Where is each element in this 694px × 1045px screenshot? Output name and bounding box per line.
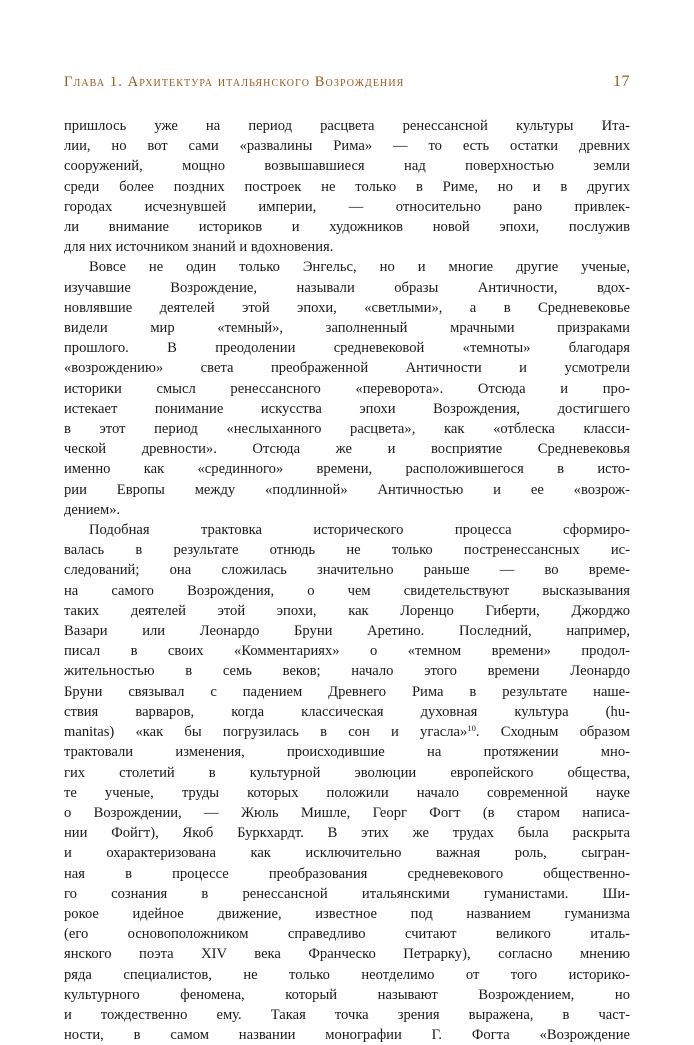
text-line: Подобная трактовка исторического процесса сформиро- bbox=[89, 522, 630, 539]
text-line: следований; она сложилась значительно раньше — во време- bbox=[64, 562, 630, 579]
body-text bbox=[64, 116, 630, 1045]
text-line: рии Европы между «подлинной» Античностью и ее «возрож- bbox=[64, 481, 630, 498]
text-line: янского поэта XIV века Франческо Петрарку), согласно мнению bbox=[64, 946, 630, 963]
text-line: гих столетий в культурной эволюции европейского общества, bbox=[64, 764, 630, 781]
text-line: в этот период «неслыханного расцвета», как «отблеска класси- bbox=[64, 421, 630, 438]
text-line: Бруни связывал с падением Древнего Рима в результате нашe- bbox=[64, 683, 630, 700]
text-line: валась в результате отнюдь не только постренессансных ис- bbox=[64, 542, 630, 559]
text-line: для них источником знаний и вдохновения. bbox=[64, 239, 334, 256]
text-line: дением». bbox=[64, 501, 121, 518]
text-line: ствия варваров, когда классическая духовная культура (hu- bbox=[64, 703, 630, 720]
text-line: видели мир «темный», заполненный мрачными призраками bbox=[64, 320, 630, 337]
text-line: изучавшие Возрождение, называли образы Античности, вдох- bbox=[64, 279, 630, 296]
text-line: (его основоположником справедливо считают великого италь- bbox=[64, 926, 630, 943]
paragraph-1 bbox=[64, 116, 630, 257]
text-line: нии Фойгт), Якоб Буркхардт. В этих же трудах была раскрыта bbox=[64, 825, 630, 842]
chapter-title: Глава 1. Архитектура итальянского Возрождения bbox=[64, 74, 405, 90]
paragraph-3 bbox=[64, 520, 630, 1045]
text-line: ческой древности». Отсюда же и восприятие Средневековья bbox=[64, 441, 630, 458]
text-line: истекает понимание искусства эпохи Возрождения, достигшего bbox=[64, 400, 630, 417]
text-line: сооружений, мощно возвышавшиеся над поверхностью земли bbox=[64, 158, 630, 175]
text-line: те ученые, труды которых положили начало современной науке bbox=[64, 784, 630, 801]
text-line: культурного феномена, который называют Возрождением, но bbox=[64, 986, 630, 1003]
text-line: ности, в самом названии монографии Г. Фогта «Возрождение bbox=[64, 1027, 630, 1044]
text-line-with-footnote bbox=[64, 722, 630, 742]
text-line: лии, но вот сами «развалины Рима» — то есть остатки древних bbox=[64, 138, 630, 155]
text-line: Вазари или Леонардо Бруни Аретино. Последний, например, bbox=[64, 623, 630, 640]
text-line: и охарактеризована как исключительно важная роль, сыгран- bbox=[64, 845, 630, 862]
text-fragment: manitas) «как бы погрузилась в сон и угасла» bbox=[64, 724, 468, 741]
text-line: трактовали изменения, происходившие на протяжении мно- bbox=[64, 744, 630, 761]
text-fragment: . Сходным образом bbox=[475, 724, 630, 741]
text-line: о Возрождении, — Жюль Мишле, Георг Фогт (в старом написа- bbox=[64, 804, 630, 821]
text-line: городах исчезнувшей империи, — относительно рано привлек- bbox=[64, 198, 630, 215]
text-line: ли внимание историков и художников новой эпохи, послужив bbox=[64, 219, 630, 236]
text-line: го сознания в ренессансной итальянскими гуманистами. Ши- bbox=[64, 885, 630, 902]
text-line: «возрождению» света преображенной Античности и усмотрели bbox=[64, 360, 630, 377]
text-line: прошлого. В преодолении средневековой «темноты» благодаря bbox=[64, 340, 630, 357]
text-line: и тождественно ему. Такая точка зрения выражена, в част- bbox=[64, 1006, 630, 1023]
text-line: ряда специалистов, не только неотделимо от того историко- bbox=[64, 966, 630, 983]
text-line: Вовсе не один только Энгельс, но и многие другие ученые, bbox=[89, 259, 630, 276]
text-line: среди более поздних построек не только в Риме, но и в других bbox=[64, 178, 630, 195]
text-line: именно как «срединного» времени, расположившегося в исто- bbox=[64, 461, 630, 478]
text-line: жительностью в семь веков; начало этого времени Леонардо bbox=[64, 663, 630, 680]
text-line: ная в процессе преобразования средневекового общественно- bbox=[64, 865, 630, 882]
text-line: новлявшие деятелей этой эпохи, «светлыми», а в Средневековье bbox=[64, 299, 630, 316]
running-header bbox=[64, 73, 630, 95]
text-line: рокое идейное движение, известное под названием гуманизма bbox=[64, 905, 630, 922]
text-line: пришлось уже на период расцвета ренессансной культуры Ита- bbox=[64, 118, 630, 134]
text-line: писал в своих «Комментариях» о «темном времени» продол- bbox=[64, 643, 630, 660]
paragraph-2 bbox=[64, 257, 630, 520]
text-line: на самого Возрождения, о чем свидетельствуют высказывания bbox=[64, 582, 630, 599]
page-number: 17 bbox=[613, 73, 630, 90]
text-line: таких деятелей этой эпохи, как Лоренцо Гиберти, Джорджо bbox=[64, 602, 630, 619]
footnote-reference[interactable]: 10 bbox=[467, 723, 476, 734]
text-line: историки смысл ренессансного «переворота». Отсюда и про- bbox=[64, 380, 630, 397]
